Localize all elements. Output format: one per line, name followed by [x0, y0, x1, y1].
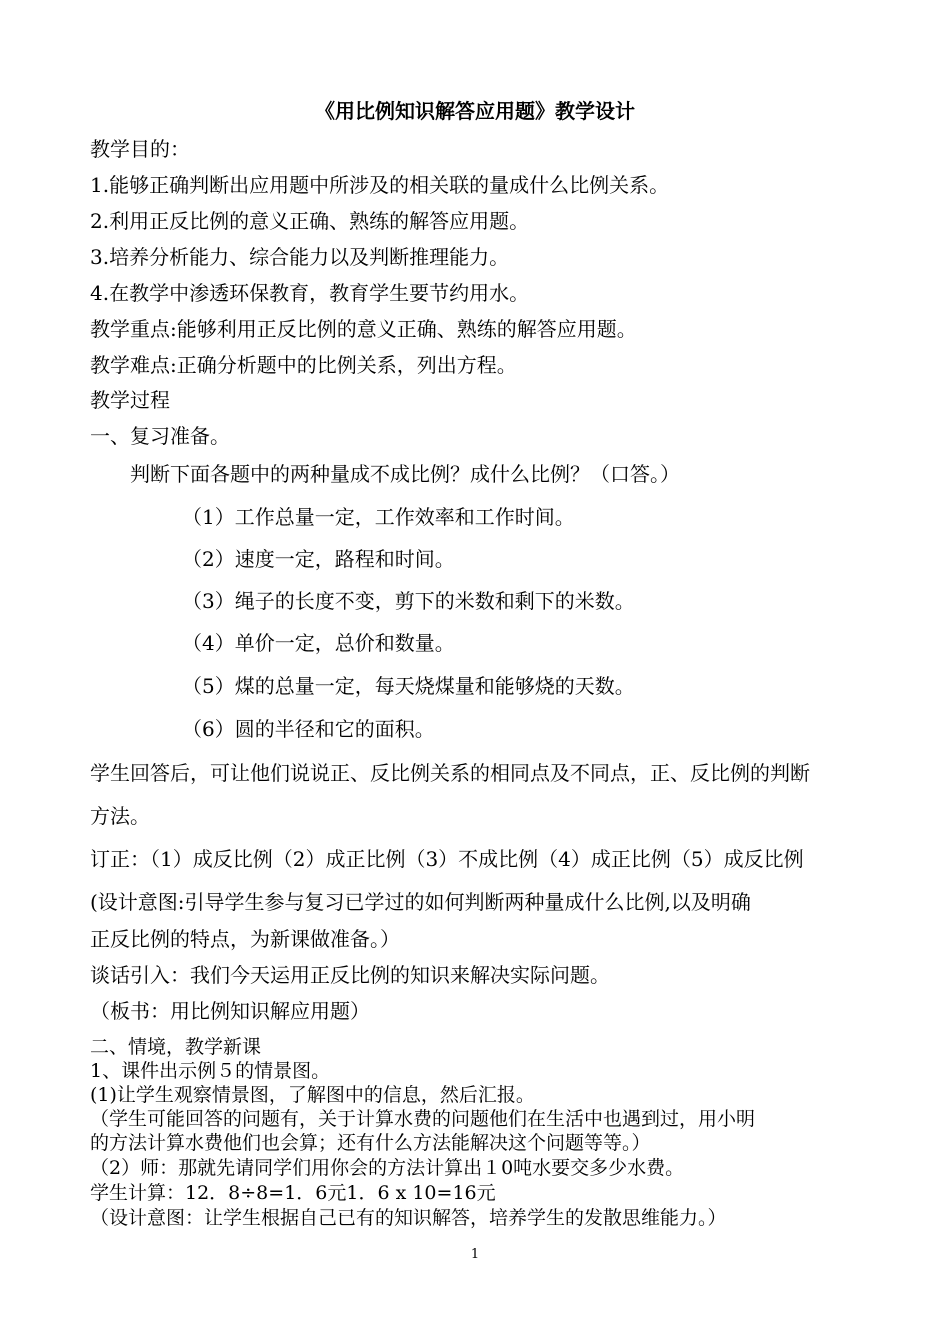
student-answer-line: （学生可能回答的问题有，关于计算水费的问题他们在生活中也遇到过，用小明	[90, 1108, 756, 1130]
after-answer-line: 学生回答后，可让他们说说正、反比例关系的相同点及不同点，正、反比例的判断	[90, 761, 810, 785]
review-heading: 一、复习准备。	[90, 424, 230, 448]
page-number: 1	[470, 1247, 480, 1262]
process-heading: 教学过程	[90, 388, 170, 412]
review-question: （2）速度一定，路程和时间。	[182, 547, 455, 571]
review-question: （4）单价一定，总价和数量。	[182, 631, 455, 655]
calculation-line: 学生计算：12．8÷8=1．6元1．6 x 10=16元	[90, 1182, 496, 1204]
review-question: （1）工作总量一定，工作效率和工作时间。	[182, 505, 575, 529]
design-intent-line: (设计意图:引导学生参与复习已学过的如何判断两种量成什么比例,以及明确	[90, 890, 751, 914]
design-intent-line: （设计意图：让学生根据自己已有的知识解答，培养学生的发散思维能力。）	[90, 1207, 727, 1229]
correction: 订正：（1）成反比例（2）成正比例（3）不成比例（4）成正比例（5）成反比例	[90, 847, 804, 871]
objective-item: 3.培养分析能力、综合能力以及判断推理能力。	[90, 245, 510, 269]
new-lesson-step: 1、课件出示例５的情景图。	[90, 1060, 331, 1082]
student-answer-line: 的方法计算水费他们也会算；还有什么方法能解决这个问题等等。）	[90, 1132, 651, 1154]
review-question: （6）圆的半径和它的面积。	[182, 717, 435, 741]
objective-item: 2.利用正反比例的意义正确、熟练的解答应用题。	[90, 209, 530, 233]
design-intent-line: 正反比例的特点，为新课做准备。）	[90, 927, 400, 951]
after-answer-line: 方法。	[90, 804, 150, 828]
review-question: （5）煤的总量一定，每天烧煤量和能够烧的天数。	[182, 674, 635, 698]
key-point: 教学重点:能够利用正反比例的意义正确、熟练的解答应用题。	[90, 317, 637, 341]
board-note: （板书：用比例知识解应用题）	[90, 999, 370, 1023]
new-lesson-heading: 二、情境，教学新课	[90, 1036, 262, 1058]
review-prompt: 判断下面各题中的两种量成不成比例？成什么比例？（口答。）	[130, 462, 680, 486]
intro-line: 谈话引入：我们今天运用正反比例的知识来解决实际问题。	[90, 963, 610, 987]
review-question: （3）绳子的长度不变，剪下的米数和剩下的米数。	[182, 589, 635, 613]
new-lesson-step: (1)让学生观察情景图，了解图中的信息，然后汇报。	[90, 1084, 535, 1106]
document-title: 《用比例知识解答应用题》教学设计	[315, 99, 635, 123]
teacher-line: （2）师：那就先请同学们用你会的方法计算出１0吨水要交多少水费。	[90, 1157, 685, 1179]
objectives-heading: 教学目的：	[90, 137, 190, 161]
objective-item: 1.能够正确判断出应用题中所涉及的相关联的量成什么比例关系。	[90, 173, 670, 197]
objective-item: 4.在教学中渗透环保教育，教育学生要节约用水。	[90, 281, 530, 305]
difficulty: 教学难点:正确分析题中的比例关系，列出方程。	[90, 353, 517, 377]
